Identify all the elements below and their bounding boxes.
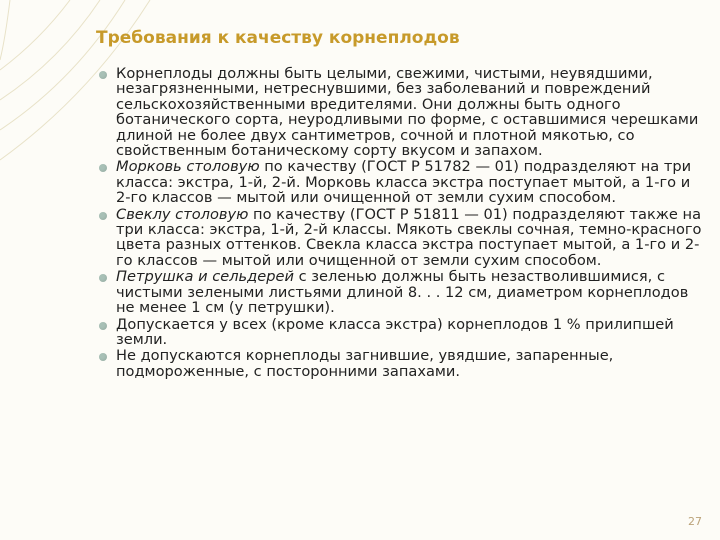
- item-text: по качеству (ГОСТ Р 51811 — 01) подразделяют также на три класса: экстра, 1-й, 2-й классы. Мякоть свеклы сочная, темно-красного цвета разных оттенков. Свекла класса экстра поступает мытой, а 1-го и 2-го классов — мытой или очищенной от земли сухим способом.: [116, 205, 702, 269]
- item-text: Корнеплоды должны быть целыми, свежими, чистыми, неувядшими, незагрязненными, нетреснувшими, без заболеваний и повреждений сельскохозяйственными вредителями. Они должны быть одного ботанического сорта, неуродливыми по форме, с оставшимися черешками длиной не более двух сантиметров, сочной и плотной мякотью, со свойственным ботаническому сорту вкусом и запахом.: [116, 65, 699, 160]
- page-number: 27: [688, 515, 702, 528]
- bullet-dot-icon: [99, 353, 107, 361]
- bullet-dot-icon: [99, 212, 107, 220]
- list-item: [96, 348, 702, 379]
- bullet-dot-icon: [99, 274, 107, 282]
- bullet-dot-icon: [99, 71, 107, 79]
- item-text: Не допускаются корнеплоды загнившие, увядшие, запаренные, подмороженные, с посторонними запахами.: [116, 347, 614, 380]
- item-lead: Морковь столовую: [116, 158, 260, 176]
- list-item: [96, 317, 702, 348]
- item-lead: Свеклу столовую: [116, 205, 249, 223]
- bullet-list: [96, 66, 702, 380]
- bullet-dot-icon: [99, 322, 107, 330]
- item-text: по качеству (ГОСТ Р 51782 — 01) подразделяют на три класса: экстра, 1-й, 2-й. Морковь класса экстра поступает мытой, а 1-го и 2-го классов — мытой или очищенной от земли сухим способом.: [116, 158, 692, 207]
- bullet-dot-icon: [99, 164, 107, 172]
- list-item: [96, 159, 702, 205]
- list-item: [96, 66, 702, 158]
- slide-title: Требования к качеству корнеплодов: [96, 28, 460, 48]
- item-lead: Петрушка и сельдерей: [116, 268, 294, 286]
- list-item: [96, 207, 702, 269]
- item-text: Допускается у всех (кроме класса экстра) корнеплодов 1 % прилипшей земли.: [116, 315, 674, 348]
- item-text: с зеленью должны быть незастволившимися, с чистыми зелеными листьями длиной 8. . . 12 см, диаметром корнеплодов не менее 1 см (у петрушки).: [116, 268, 689, 317]
- list-item: [96, 269, 702, 315]
